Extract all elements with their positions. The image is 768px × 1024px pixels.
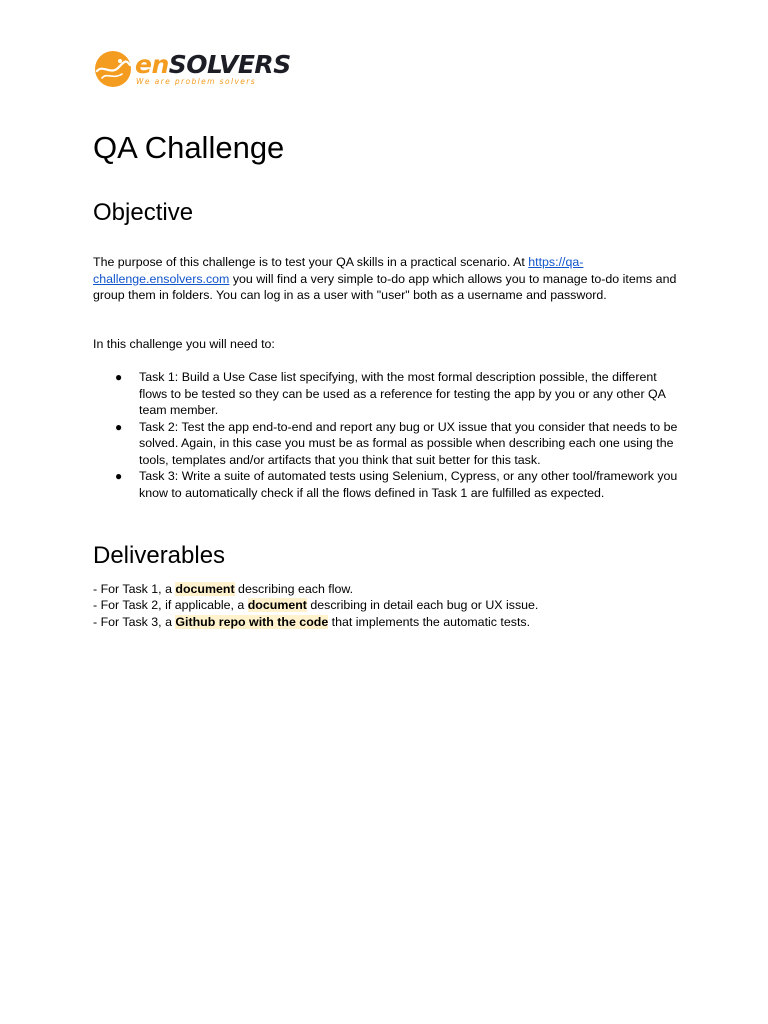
- task-text: Task 2: Test the app end-to-end and report any bug or UX issue that you consider that needs to be solved. Again, in this case you must be as formal as possible when describing each one using the tools, templates and/or artifacts that you think that suit better for this task.: [139, 419, 678, 467]
- list-item: [93, 468, 683, 501]
- qa-challenge-link[interactable]: https://qa-challenge.ensolvers.com: [93, 255, 584, 286]
- intro-text-after: you will find a very simple to-do app which allows you to manage to-do items and group them in folders. You can log in as a user with "user" both as a username and password.: [93, 271, 677, 302]
- list-item: [93, 419, 683, 469]
- bullet-icon: ●: [115, 469, 123, 483]
- deliverable-item: - For Task 1, a document describing each flow.: [93, 582, 354, 596]
- document-title: QA Challenge: [93, 130, 285, 165]
- list-item: [93, 369, 683, 419]
- deliverables-heading: Deliverables: [93, 542, 226, 569]
- ensolvers-logo: [93, 50, 291, 88]
- deliverable-item: - For Task 2, if applicable, a document describing in detail each bug or UX issue.: [93, 598, 539, 612]
- logo-wordmark: enSOLVERS: [135, 50, 291, 79]
- highlighted-text: document: [247, 598, 307, 612]
- ensolvers-logo-mark-icon: [93, 50, 133, 88]
- highlighted-text: document: [175, 582, 235, 596]
- logo-tagline: We are problem solvers: [136, 77, 257, 86]
- objective-heading: Objective: [93, 199, 194, 226]
- intro-text-before: The purpose of this challenge is to test your QA skills in a practical scenario. At: [93, 255, 529, 269]
- objective-intro: [93, 254, 683, 304]
- deliverable-item: - For Task 3, a Github repo with the code that implements the automatic tests.: [93, 615, 531, 629]
- tasks-lead-text: In this challenge you will need to:: [93, 337, 275, 351]
- bullet-icon: ●: [115, 370, 123, 384]
- task-text: Task 1: Build a Use Case list specifying, with the most formal description possible, the different flows to be tested so they can be used as a reference for testing the app by you or any other QA team member.: [139, 370, 666, 417]
- task-list: [93, 369, 683, 501]
- bullet-icon: ●: [115, 419, 123, 434]
- highlighted-text: Github repo with the code: [175, 615, 329, 629]
- task-text: Task 3: Write a suite of automated tests using Selenium, Cypress, or any other tool/framework you know to automatically check if all the flows defined in Task 1 are fulfilled as expected.: [139, 469, 678, 500]
